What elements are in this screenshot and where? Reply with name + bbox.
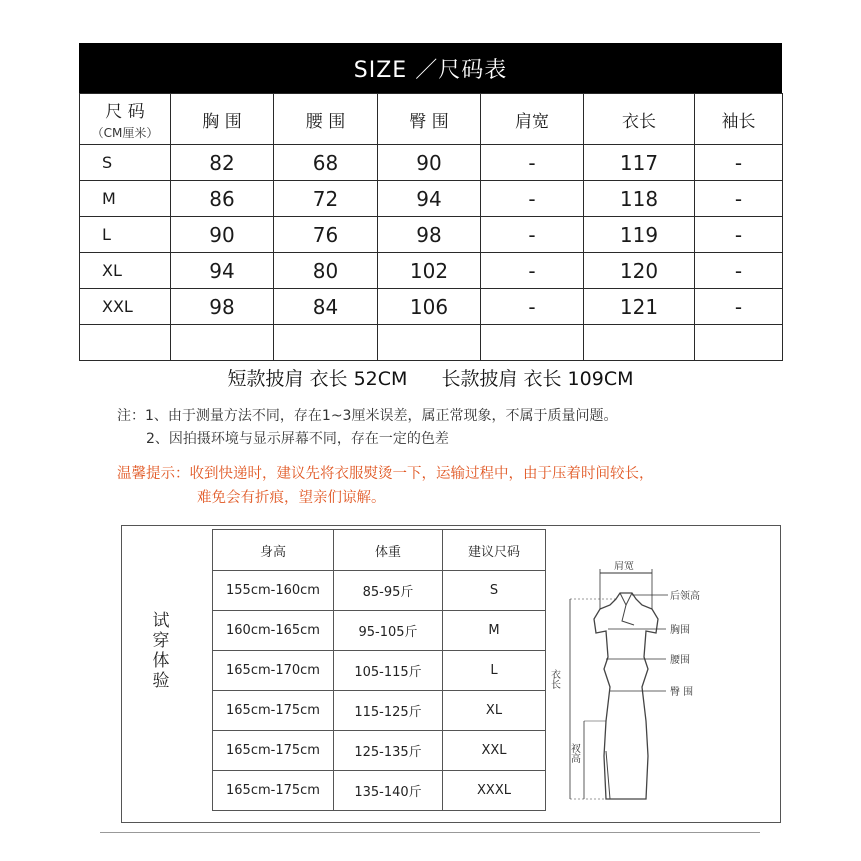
table-row: [80, 217, 783, 253]
header-shoulder: 肩宽: [481, 94, 584, 145]
qipao-dress-illustration: [548, 561, 778, 811]
cell-sleeve: -: [695, 181, 783, 217]
cell-hip: 90: [378, 145, 481, 181]
cell-weight: 95-105斤: [334, 611, 443, 651]
header-hip: 臀 围: [378, 94, 481, 145]
table-row: [80, 289, 783, 325]
cell-waist: 68: [274, 145, 378, 181]
size-chart-banner: SIZE ／尺码表: [79, 43, 782, 93]
dress-measurement-diagram: [548, 561, 778, 811]
warm-tip: [117, 462, 654, 510]
cell-weight: 105-115斤: [334, 651, 443, 691]
size-table-header: [80, 94, 783, 145]
table-row: [213, 651, 546, 691]
cell-recommended-size: M: [443, 611, 546, 651]
cell-length: 117: [584, 145, 695, 181]
cell-shoulder: -: [481, 253, 584, 289]
label-collar: 后领高: [670, 591, 700, 602]
table-row: [213, 731, 546, 771]
table-row: [213, 611, 546, 651]
cell-shoulder: -: [481, 289, 584, 325]
cell-height: 165cm-175cm: [213, 691, 334, 731]
table-row: [213, 691, 546, 731]
empty-cell: [378, 325, 481, 361]
cell-waist: 72: [274, 181, 378, 217]
cell-height: 165cm-170cm: [213, 651, 334, 691]
empty-cell: [481, 325, 584, 361]
table-row-empty: [80, 325, 783, 361]
cell-chest: 94: [171, 253, 274, 289]
note-line-2: 2、因拍摄环境与显示屏幕不同，存在一定的色差: [146, 431, 449, 447]
cell-recommended-size: XL: [443, 691, 546, 731]
label-chest: 胸围: [670, 625, 690, 636]
cell-recommended-size: XXL: [443, 731, 546, 771]
cell-size: L: [80, 217, 171, 253]
table-row: [80, 253, 783, 289]
tryon-title: 试穿体验: [152, 611, 170, 691]
divider: [100, 832, 760, 833]
cell-height: 165cm-175cm: [213, 731, 334, 771]
collar-line: [620, 593, 632, 605]
empty-cell: [274, 325, 378, 361]
header-waist: 腰 围: [274, 94, 378, 145]
size-table: [79, 93, 783, 361]
cell-recommended-size: XXXL: [443, 771, 546, 811]
label-slit: 衩高: [568, 743, 580, 763]
cell-shoulder: -: [481, 145, 584, 181]
label-shoulder: 肩宽: [614, 561, 634, 572]
header-height: 身高: [213, 530, 334, 571]
cell-size: XXL: [80, 289, 171, 325]
short-cape-length: 短款披肩 衣长 52CM: [227, 368, 408, 390]
cell-height: 155cm-160cm: [213, 571, 334, 611]
cell-sleeve: -: [695, 289, 783, 325]
table-row: [80, 181, 783, 217]
cell-chest: 90: [171, 217, 274, 253]
empty-cell: [80, 325, 171, 361]
cell-weight: 85-95斤: [334, 571, 443, 611]
empty-cell: [695, 325, 783, 361]
cell-size: S: [80, 145, 171, 181]
cell-height: 160cm-165cm: [213, 611, 334, 651]
cell-recommended-size: S: [443, 571, 546, 611]
table-row: [80, 145, 783, 181]
cell-shoulder: -: [481, 217, 584, 253]
warm-tip-line-1: 温馨提示：收到快递时，建议先将衣服熨烫一下，运输过程中，由于压着时间较长，: [117, 466, 654, 482]
header-sleeve: 袖长: [695, 94, 783, 145]
cell-hip: 106: [378, 289, 481, 325]
slit-line: [606, 751, 610, 799]
label-waist: 腰围: [670, 655, 690, 666]
cell-recommended-size: L: [443, 651, 546, 691]
empty-cell: [584, 325, 695, 361]
header-length: 衣长: [584, 94, 695, 145]
cell-weight: 125-135斤: [334, 731, 443, 771]
cell-length: 121: [584, 289, 695, 325]
label-length: 衣长: [548, 669, 560, 689]
cell-chest: 82: [171, 145, 274, 181]
cell-waist: 80: [274, 253, 378, 289]
cell-hip: 102: [378, 253, 481, 289]
note-line-1: 注：1、由于测量方法不同，存在1~3厘米误差，属正常现象，不属于质量问题。: [117, 408, 618, 424]
cell-length: 118: [584, 181, 695, 217]
cell-chest: 98: [171, 289, 274, 325]
cell-hip: 94: [378, 181, 481, 217]
cell-weight: 115-125斤: [334, 691, 443, 731]
placket-line: [622, 605, 634, 625]
tryon-panel: [121, 525, 781, 823]
dress-outline: [594, 593, 658, 799]
cape-lengths: [0, 364, 861, 391]
table-row: [213, 771, 546, 811]
cell-length: 120: [584, 253, 695, 289]
cell-hip: 98: [378, 217, 481, 253]
header-chest: 胸 围: [171, 94, 274, 145]
warm-tip-line-2: 难免会有折痕，望亲们谅解。: [197, 490, 386, 506]
header-weight: 体重: [334, 530, 443, 571]
table-row: [213, 571, 546, 611]
cell-chest: 86: [171, 181, 274, 217]
empty-cell: [171, 325, 274, 361]
cell-waist: 76: [274, 217, 378, 253]
cell-length: 119: [584, 217, 695, 253]
header-size: 尺 码 （CM厘米）: [80, 94, 171, 145]
cell-shoulder: -: [481, 181, 584, 217]
label-hip: 臀 围: [670, 687, 694, 698]
cell-height: 165cm-175cm: [213, 771, 334, 811]
cell-sleeve: -: [695, 217, 783, 253]
cell-sleeve: -: [695, 253, 783, 289]
tryon-table: [212, 529, 546, 811]
tryon-table-header: [213, 530, 546, 571]
header-recommended-size: 建议尺码: [443, 530, 546, 571]
cell-size: XL: [80, 253, 171, 289]
long-cape-length: 长款披肩 衣长 109CM: [441, 368, 634, 390]
cell-waist: 84: [274, 289, 378, 325]
measurement-notes: [117, 405, 617, 451]
cell-size: M: [80, 181, 171, 217]
cell-sleeve: -: [695, 145, 783, 181]
cell-weight: 135-140斤: [334, 771, 443, 811]
